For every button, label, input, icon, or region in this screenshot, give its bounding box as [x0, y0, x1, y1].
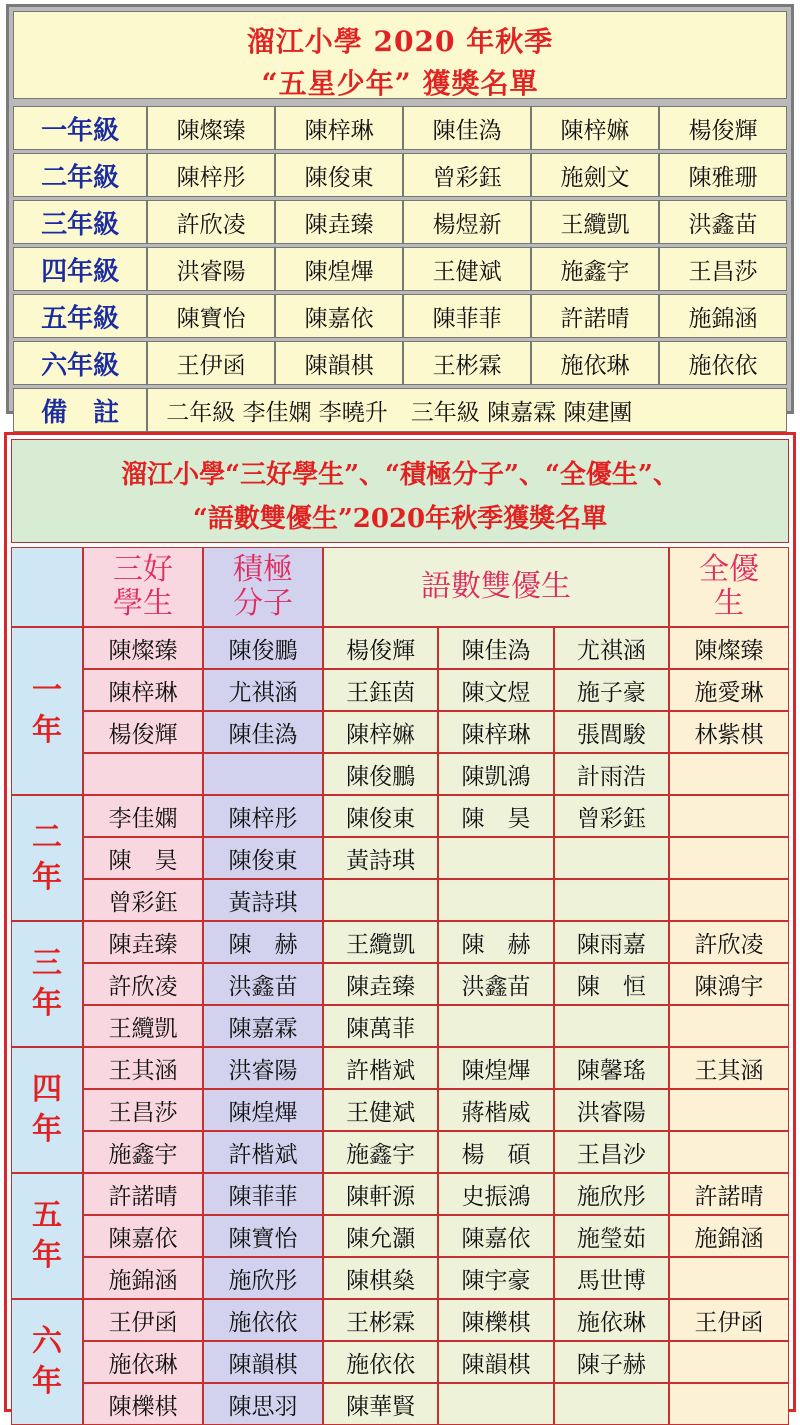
grade-label: 五年級 [13, 294, 147, 338]
grade-label [11, 1299, 83, 1425]
student-name [669, 879, 789, 921]
merit-row [11, 1089, 789, 1131]
student-name: 曾彩鈺 [83, 879, 203, 921]
student-name: 陳 恒 [554, 963, 669, 1005]
student-name: 許欣凌 [669, 921, 789, 963]
student-name: 王纜凱 [83, 1005, 203, 1047]
grade-label-l1: 二 [32, 820, 62, 855]
student-name: 陳 昊 [83, 837, 203, 879]
student-name: 陳梓嫲 [531, 106, 659, 150]
grade-label-l2: 年 [32, 860, 62, 895]
five-star-title-line1: 溜江小學 2020 年秋季 [246, 25, 554, 58]
grade-label [11, 1047, 83, 1173]
student-name: 楊俊輝 [659, 106, 787, 150]
grade-label-l2: 年 [32, 986, 62, 1021]
student-name: 黃詩琪 [323, 837, 438, 879]
student-name: 陳鴻宇 [669, 963, 789, 1005]
student-name: 陳櫟棋 [83, 1383, 203, 1425]
student-name: 王健斌 [403, 247, 531, 291]
merit-row [11, 921, 789, 963]
note-row [13, 388, 787, 432]
merit-row [11, 795, 789, 837]
student-name: 陳垚臻 [83, 921, 203, 963]
student-name: 陳佳溈 [203, 711, 323, 753]
student-name: 陳垚臻 [275, 200, 403, 244]
student-name: 計雨浩 [554, 753, 669, 795]
header-three-good-students [83, 547, 203, 627]
student-name: 王鈺茵 [323, 669, 438, 711]
merit-title-line1: 溜江小學“三好學生”、“積極分子”、“全優生”、 [121, 460, 679, 490]
student-name: 陳嘉依 [275, 294, 403, 338]
student-name [554, 879, 669, 921]
header-dual-excellence: 語數雙優生 [323, 547, 669, 627]
student-name: 陳梓彤 [147, 153, 275, 197]
student-name: 陳俊東 [203, 837, 323, 879]
grade-label-l2: 年 [32, 1364, 62, 1399]
student-name: 史振鴻 [438, 1173, 553, 1215]
student-name: 許楷斌 [203, 1131, 323, 1173]
student-name: 楊俊輝 [323, 627, 438, 669]
student-name: 陳寶怡 [147, 294, 275, 338]
grade-label: 四年級 [13, 247, 147, 291]
merit-row [11, 1341, 789, 1383]
student-name: 陳子赫 [554, 1341, 669, 1383]
student-name: 陳嘉依 [83, 1215, 203, 1257]
student-name: 施鑫宇 [531, 247, 659, 291]
student-name: 陳軒源 [323, 1173, 438, 1215]
student-name: 許諾晴 [83, 1173, 203, 1215]
grade-label [11, 627, 83, 795]
student-name: 陳萬菲 [323, 1005, 438, 1047]
student-name: 陳櫟棋 [438, 1299, 553, 1341]
student-name: 許楷斌 [323, 1047, 438, 1089]
merit-row [11, 669, 789, 711]
grade-label-l2: 年 [32, 1238, 62, 1273]
student-name [554, 837, 669, 879]
student-name: 陳凱鴻 [438, 753, 553, 795]
student-name: 陳馨瑤 [554, 1047, 669, 1089]
student-name: 王纜凱 [323, 921, 438, 963]
grade-label-l1: 一 [32, 673, 62, 708]
merit-row [11, 963, 789, 1005]
student-name: 施錦涵 [669, 1215, 789, 1257]
student-name: 許諾晴 [531, 294, 659, 338]
header-three-good-l1: 三好 [113, 552, 173, 587]
student-name: 楊 碩 [438, 1131, 553, 1173]
student-name [438, 879, 553, 921]
student-name: 陳俊鵬 [323, 753, 438, 795]
student-name: 施依依 [323, 1341, 438, 1383]
student-name: 陳煌熚 [438, 1047, 553, 1089]
student-name: 陳寶怡 [203, 1215, 323, 1257]
header-active-l2: 分子 [233, 586, 293, 621]
grade-label-l1: 六 [32, 1324, 62, 1359]
grade-label [11, 921, 83, 1047]
grade-label: 三年級 [13, 200, 147, 244]
header-active-members [203, 547, 323, 627]
student-name: 陳嘉霖 [203, 1005, 323, 1047]
grade-label: 二年級 [13, 153, 147, 197]
student-name: 施依琳 [83, 1341, 203, 1383]
student-name: 陳雨嘉 [554, 921, 669, 963]
five-star-award-table [6, 4, 794, 428]
student-name: 施鑫宇 [83, 1131, 203, 1173]
student-name: 陳俊東 [275, 153, 403, 197]
student-name: 施錦涵 [83, 1257, 203, 1299]
student-name: 陳煌熚 [275, 247, 403, 291]
merit-row [11, 1215, 789, 1257]
student-name [554, 1005, 669, 1047]
student-name: 陳韻棋 [438, 1341, 553, 1383]
student-name: 曾彩鈺 [403, 153, 531, 197]
grade-row [13, 106, 787, 150]
student-name: 楊俊輝 [83, 711, 203, 753]
student-name: 施依琳 [531, 341, 659, 385]
student-name: 陳梓彤 [203, 795, 323, 837]
student-name: 許欣凌 [147, 200, 275, 244]
student-name: 施劍文 [531, 153, 659, 197]
student-name: 陳俊鵬 [203, 627, 323, 669]
student-name [669, 837, 789, 879]
grade-label-l1: 五 [32, 1198, 62, 1233]
student-name: 陳梓嫲 [323, 711, 438, 753]
five-star-grid [13, 103, 787, 435]
five-star-title-line2: “五星少年” 獲獎名單 [261, 67, 539, 100]
grade-label [11, 1173, 83, 1299]
student-name: 施愛琳 [669, 669, 789, 711]
student-name [669, 1089, 789, 1131]
student-name [323, 879, 438, 921]
student-name: 尤祺涵 [203, 669, 323, 711]
merit-row [11, 879, 789, 921]
student-name [203, 753, 323, 795]
student-name: 尤祺涵 [554, 627, 669, 669]
student-name: 施依琳 [554, 1299, 669, 1341]
grade-row [13, 247, 787, 291]
student-name: 施瑩茹 [554, 1215, 669, 1257]
student-name: 林紫棋 [669, 711, 789, 753]
student-name: 陳燦臻 [147, 106, 275, 150]
student-name: 陳煌熚 [203, 1089, 323, 1131]
student-name: 施依依 [659, 341, 787, 385]
header-all-excellent [669, 547, 789, 627]
student-name [438, 1005, 553, 1047]
student-name [83, 753, 203, 795]
merit-row [11, 627, 789, 669]
student-name: 馬世博 [554, 1257, 669, 1299]
corner-cell [11, 547, 83, 627]
student-name: 王其涵 [669, 1047, 789, 1089]
merit-row [11, 753, 789, 795]
student-name: 洪鑫苗 [659, 200, 787, 244]
header-active-l1: 積極 [233, 552, 293, 587]
student-name: 陳菲菲 [403, 294, 531, 338]
student-name: 王健斌 [323, 1089, 438, 1131]
merit-row [11, 1131, 789, 1173]
student-name [438, 837, 553, 879]
student-name: 陳垚臻 [323, 963, 438, 1005]
merit-award-table [4, 432, 796, 1420]
grade-label: 一年級 [13, 106, 147, 150]
student-name [438, 1383, 553, 1425]
student-name: 王纜凱 [531, 200, 659, 244]
student-name: 施錦涵 [659, 294, 787, 338]
student-name: 黃詩琪 [203, 879, 323, 921]
five-star-title [13, 11, 787, 99]
student-name: 陳棋燊 [323, 1257, 438, 1299]
student-name: 張閭駿 [554, 711, 669, 753]
merit-row [11, 711, 789, 753]
student-name: 洪睿陽 [554, 1089, 669, 1131]
student-name: 陳文煜 [438, 669, 553, 711]
student-name [669, 795, 789, 837]
student-name: 陳嘉依 [438, 1215, 553, 1257]
grade-row [13, 200, 787, 244]
grade-label-l1: 四 [32, 1072, 62, 1107]
student-name [669, 1257, 789, 1299]
grade-label-l2: 年 [32, 713, 62, 748]
student-name: 陳韻棋 [275, 341, 403, 385]
student-name: 陳佳溈 [403, 106, 531, 150]
merit-row [11, 1383, 789, 1425]
student-name: 許諾晴 [669, 1173, 789, 1215]
student-name: 王伊函 [83, 1299, 203, 1341]
student-name: 楊煜新 [403, 200, 531, 244]
student-name: 施欣彤 [203, 1257, 323, 1299]
student-name [669, 1383, 789, 1425]
student-name [669, 1131, 789, 1173]
student-name: 施依依 [203, 1299, 323, 1341]
merit-row [11, 1173, 789, 1215]
student-name: 陳韻棋 [203, 1341, 323, 1383]
student-name: 洪鑫苗 [438, 963, 553, 1005]
header-three-good-l2: 學生 [113, 586, 173, 621]
student-name: 陳菲菲 [203, 1173, 323, 1215]
student-name: 王伊函 [147, 341, 275, 385]
student-name: 陳宇豪 [438, 1257, 553, 1299]
student-name: 陳梓琳 [83, 669, 203, 711]
grade-row [13, 341, 787, 385]
merit-row [11, 837, 789, 879]
student-name: 陳俊東 [323, 795, 438, 837]
student-name: 蔣楷威 [438, 1089, 553, 1131]
student-name: 陳燦臻 [83, 627, 203, 669]
grade-label-l1: 三 [32, 946, 62, 981]
grade-label [11, 795, 83, 921]
student-name: 王昌莎 [83, 1089, 203, 1131]
student-name: 王昌沙 [554, 1131, 669, 1173]
student-name [554, 1383, 669, 1425]
student-name: 陳華賢 [323, 1383, 438, 1425]
student-name: 王其涵 [83, 1047, 203, 1089]
student-name [669, 1005, 789, 1047]
merit-row [11, 1047, 789, 1089]
student-name: 許欣凌 [83, 963, 203, 1005]
student-name [669, 753, 789, 795]
student-name: 陳雅珊 [659, 153, 787, 197]
student-name: 洪睿陽 [203, 1047, 323, 1089]
merit-header-row [11, 547, 789, 627]
note-text: 二年級 李佳嫻 李曉升 三年級 陳嘉霖 陳建團 [147, 388, 787, 432]
student-name: 施子豪 [554, 669, 669, 711]
student-name: 曾彩鈺 [554, 795, 669, 837]
student-name: 施鑫宇 [323, 1131, 438, 1173]
merit-title-line2: “語數雙優生”2020年秋季獲獎名單 [192, 504, 608, 534]
grade-label: 六年級 [13, 341, 147, 385]
grade-label-l2: 年 [32, 1112, 62, 1147]
student-name [669, 1341, 789, 1383]
student-name: 王昌莎 [659, 247, 787, 291]
grade-row [13, 294, 787, 338]
student-name: 陳思羽 [203, 1383, 323, 1425]
student-name: 洪睿陽 [147, 247, 275, 291]
merit-row [11, 1299, 789, 1341]
student-name: 李佳嫻 [83, 795, 203, 837]
student-name: 陳燦臻 [669, 627, 789, 669]
header-all-excellent-l1: 全優 [699, 552, 759, 587]
student-name: 陳 昊 [438, 795, 553, 837]
student-name: 王伊函 [669, 1299, 789, 1341]
student-name: 施欣彤 [554, 1173, 669, 1215]
student-name: 王彬霖 [403, 341, 531, 385]
student-name: 陳梓琳 [275, 106, 403, 150]
student-name: 陳 赫 [203, 921, 323, 963]
student-name: 王彬霖 [323, 1299, 438, 1341]
student-name: 洪鑫苗 [203, 963, 323, 1005]
merit-row [11, 1005, 789, 1047]
merit-grid [11, 547, 789, 1425]
student-name: 陳 赫 [438, 921, 553, 963]
note-label: 備 註 [13, 388, 147, 432]
header-all-excellent-l2: 生 [714, 586, 744, 621]
merit-row [11, 1257, 789, 1299]
student-name: 陳梓琳 [438, 711, 553, 753]
student-name: 陳允灝 [323, 1215, 438, 1257]
student-name: 陳佳溈 [438, 627, 553, 669]
merit-title [11, 439, 789, 543]
grade-row [13, 153, 787, 197]
